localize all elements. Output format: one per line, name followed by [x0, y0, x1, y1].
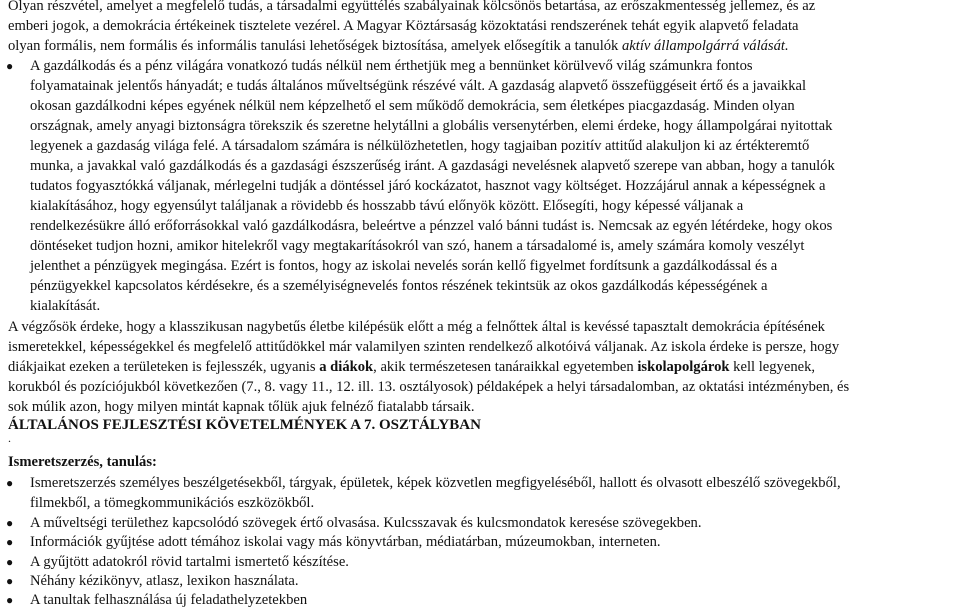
- para-mid-line-3-b: , akik természetesen tanáraikkal egyetemben: [373, 359, 638, 375]
- bullet-para-line-4: országnak, amely anyagi biztonságra törekszik és szeretne helytállni a globális versenytérben, elemi érdeke, hogy állampolgárai nyitottak: [30, 118, 833, 134]
- emphasis-students: a diákok: [319, 359, 374, 375]
- list-item-2: A műveltségi területhez kapcsolódó szövegek értő olvasása. Kulcsszavak és kulcsmondatok keresése szövegekben.: [30, 515, 702, 531]
- list-item-1-line-2: filmekből, a tömegkommunikációs eszközökből.: [30, 495, 315, 511]
- list-item-4: A gyűjtött adatokról rövid tartalmi ismertető készítése.: [30, 554, 349, 570]
- para-mid-line-5: sok múlik azon, hogy milyen mintát kapnak tőlük ajuk felnéző fiatalabb társaik.: [8, 399, 475, 415]
- bullet-para-line-1: A gazdálkodás és a pénz világára vonatkozó tudás nélkül nem érthetjük meg a bennünket körülvevő világ számunkra fontos: [30, 58, 753, 74]
- bullet-para-line-9: rendelkezésükre álló erőforrásokkal való gazdálkodásra, beleértve a pénzzel való bánni tudást is. Nemcsak az egyén létérdeke, hogy okos: [30, 218, 833, 234]
- bullet-para-line-5: legyenek a gazdaság világa felé. A társadalom számára is nélkülözhetetlen, hogy tagjaiban pozitív attitűd alakuljon ki az értékteremtő: [30, 138, 810, 154]
- bullet-para-line-12: pénzügyekkel kapcsolatos kérdésekre, és a személyiségnevelés fontos részének tekintsük az okos gazdálkodás képességének a: [30, 278, 768, 294]
- para-mid-line-3-a: diákjaikat ezeken a területeken is fejlesszék, ugyanis: [8, 359, 320, 375]
- bullet-icon: ●: [6, 476, 14, 490]
- list-item-6: A tanultak felhasználása új feladathelyzetekben: [30, 592, 308, 608]
- bullet-para-line-2: folyamatainak jelentős hányadát; e tudás általános műveltségünk részévé vált. A gazdaság alapvető összefüggéseit értő és a javaikkal: [30, 78, 807, 94]
- para-mid-line-3: [8, 358, 815, 377]
- para-top-line-2: emberi jogok, a demokrácia értékeinek tisztelete vezérel. A Magyar Köztársaság közoktatási rendszerének tehát egyik alapvető feladata: [8, 18, 799, 34]
- bullet-para-line-13: kialakítását.: [30, 298, 101, 314]
- para-mid-line-2: ismeretekkel, képességekkel és megfelelő attitűdökkel már valamilyen szinten rendelkező alkotóivá váljanak. Az iskola érdeke is persze, hogy: [8, 339, 840, 355]
- bullet-para-line-7: tudatos fogyasztókká váljanak, mérlegelni tudják a döntéssel járó kockázatot, hasznot vagy költséget. Hozzájárul annak a képességnek a: [30, 178, 826, 194]
- para-top-line-3: [8, 37, 789, 56]
- bullet-icon: ●: [6, 535, 14, 549]
- bullet-para-line-8: kialakításához, hogy egyensúlyt találjanak a rövidebb és hosszabb távú előnyök között. Elősegíti, hogy képessé váljanak a: [30, 198, 744, 214]
- bullet-icon: ●: [6, 574, 14, 588]
- bullet-para-line-6: munka, a javakkal való gazdálkodás és a gazdasági észszerűség iránt. A gazdasági nevelésnek alapvető szerepe van abban, hogy a tanulók: [30, 158, 835, 174]
- list-item-1-line-1: Ismeretszerzés személyes beszélgetésekből, tárgyak, épületek, képek közvetlen megfigyeléséből, hallott és olvasott elbeszélő szövegekből,: [30, 475, 841, 491]
- bullet-icon: ●: [6, 59, 14, 73]
- bullet-icon: ●: [6, 555, 14, 569]
- bullet-para-line-11: jelenthet a pénzügyek megingása. Ezért is fontos, hogy az iskolai nevelés során kellő figyelmet fordítsunk a gazdálkodással és a: [30, 258, 778, 274]
- list-item-3: Információk gyűjtése adott témához iskolai vagy más könyvtárban, médiatárban, múzeumokban, interneten.: [30, 534, 661, 550]
- para-mid-line-4: korukból és pozíciójukból következően (7., 8. vagy 11., 12. ill. 13. osztályosok) példaképek a helyi társadalomban, az oktatási intézményben, és: [8, 379, 850, 395]
- bullet-para-line-3: okosan gazdálkodni képes egyének nélkül nem képzelhető el sem működő demokrácia, sem életképes piacgazdaság. Minden olyan: [30, 98, 795, 114]
- para-top-line-1: Olyan részvétel, amelyet a megfelelő tudás, a társadalmi együttélés szabályainak kölcsönös betartása, az erőszakmentesség jellemez, és az: [8, 0, 816, 14]
- bullet-icon: ●: [6, 593, 14, 607]
- bullet-para-line-10: döntéseket tudjon hozni, amikor hitelekről vagy megtakarításokról van szó, hanem a társadalomé is, amely számára komoly veszélyt: [30, 238, 805, 254]
- para-top-line-3-text: olyan formális, nem formális és informális tanulási lehetőségek biztosítása, amelyek elősegítik a tanulók: [8, 38, 622, 54]
- para-mid-line-3-c: kell legyenek,: [729, 359, 816, 375]
- para-mid-line-1: A végzősök érdeke, hogy a klasszikusan nagybetűs életbe kilépésük előtt a még a felnőttek által is kevéssé tapasztalt demokrácia építésének: [8, 319, 825, 335]
- list-item-5: Néhány kézikönyv, atlasz, lexikon használata.: [30, 573, 299, 589]
- emphasis-school-citizens: iskolapolgárok: [637, 359, 730, 375]
- emphasis-active-citizenship: aktív állampolgárrá válását.: [622, 38, 789, 54]
- subheading: Ismeretszerzés, tanulás:: [8, 454, 157, 470]
- section-heading: ÁLTALÁNOS FEJLESZTÉSI KÖVETELMÉNYEK A 7. OSZTÁLYBAN: [8, 417, 481, 433]
- stray-dot: .: [8, 431, 11, 445]
- bullet-icon: ●: [6, 516, 14, 530]
